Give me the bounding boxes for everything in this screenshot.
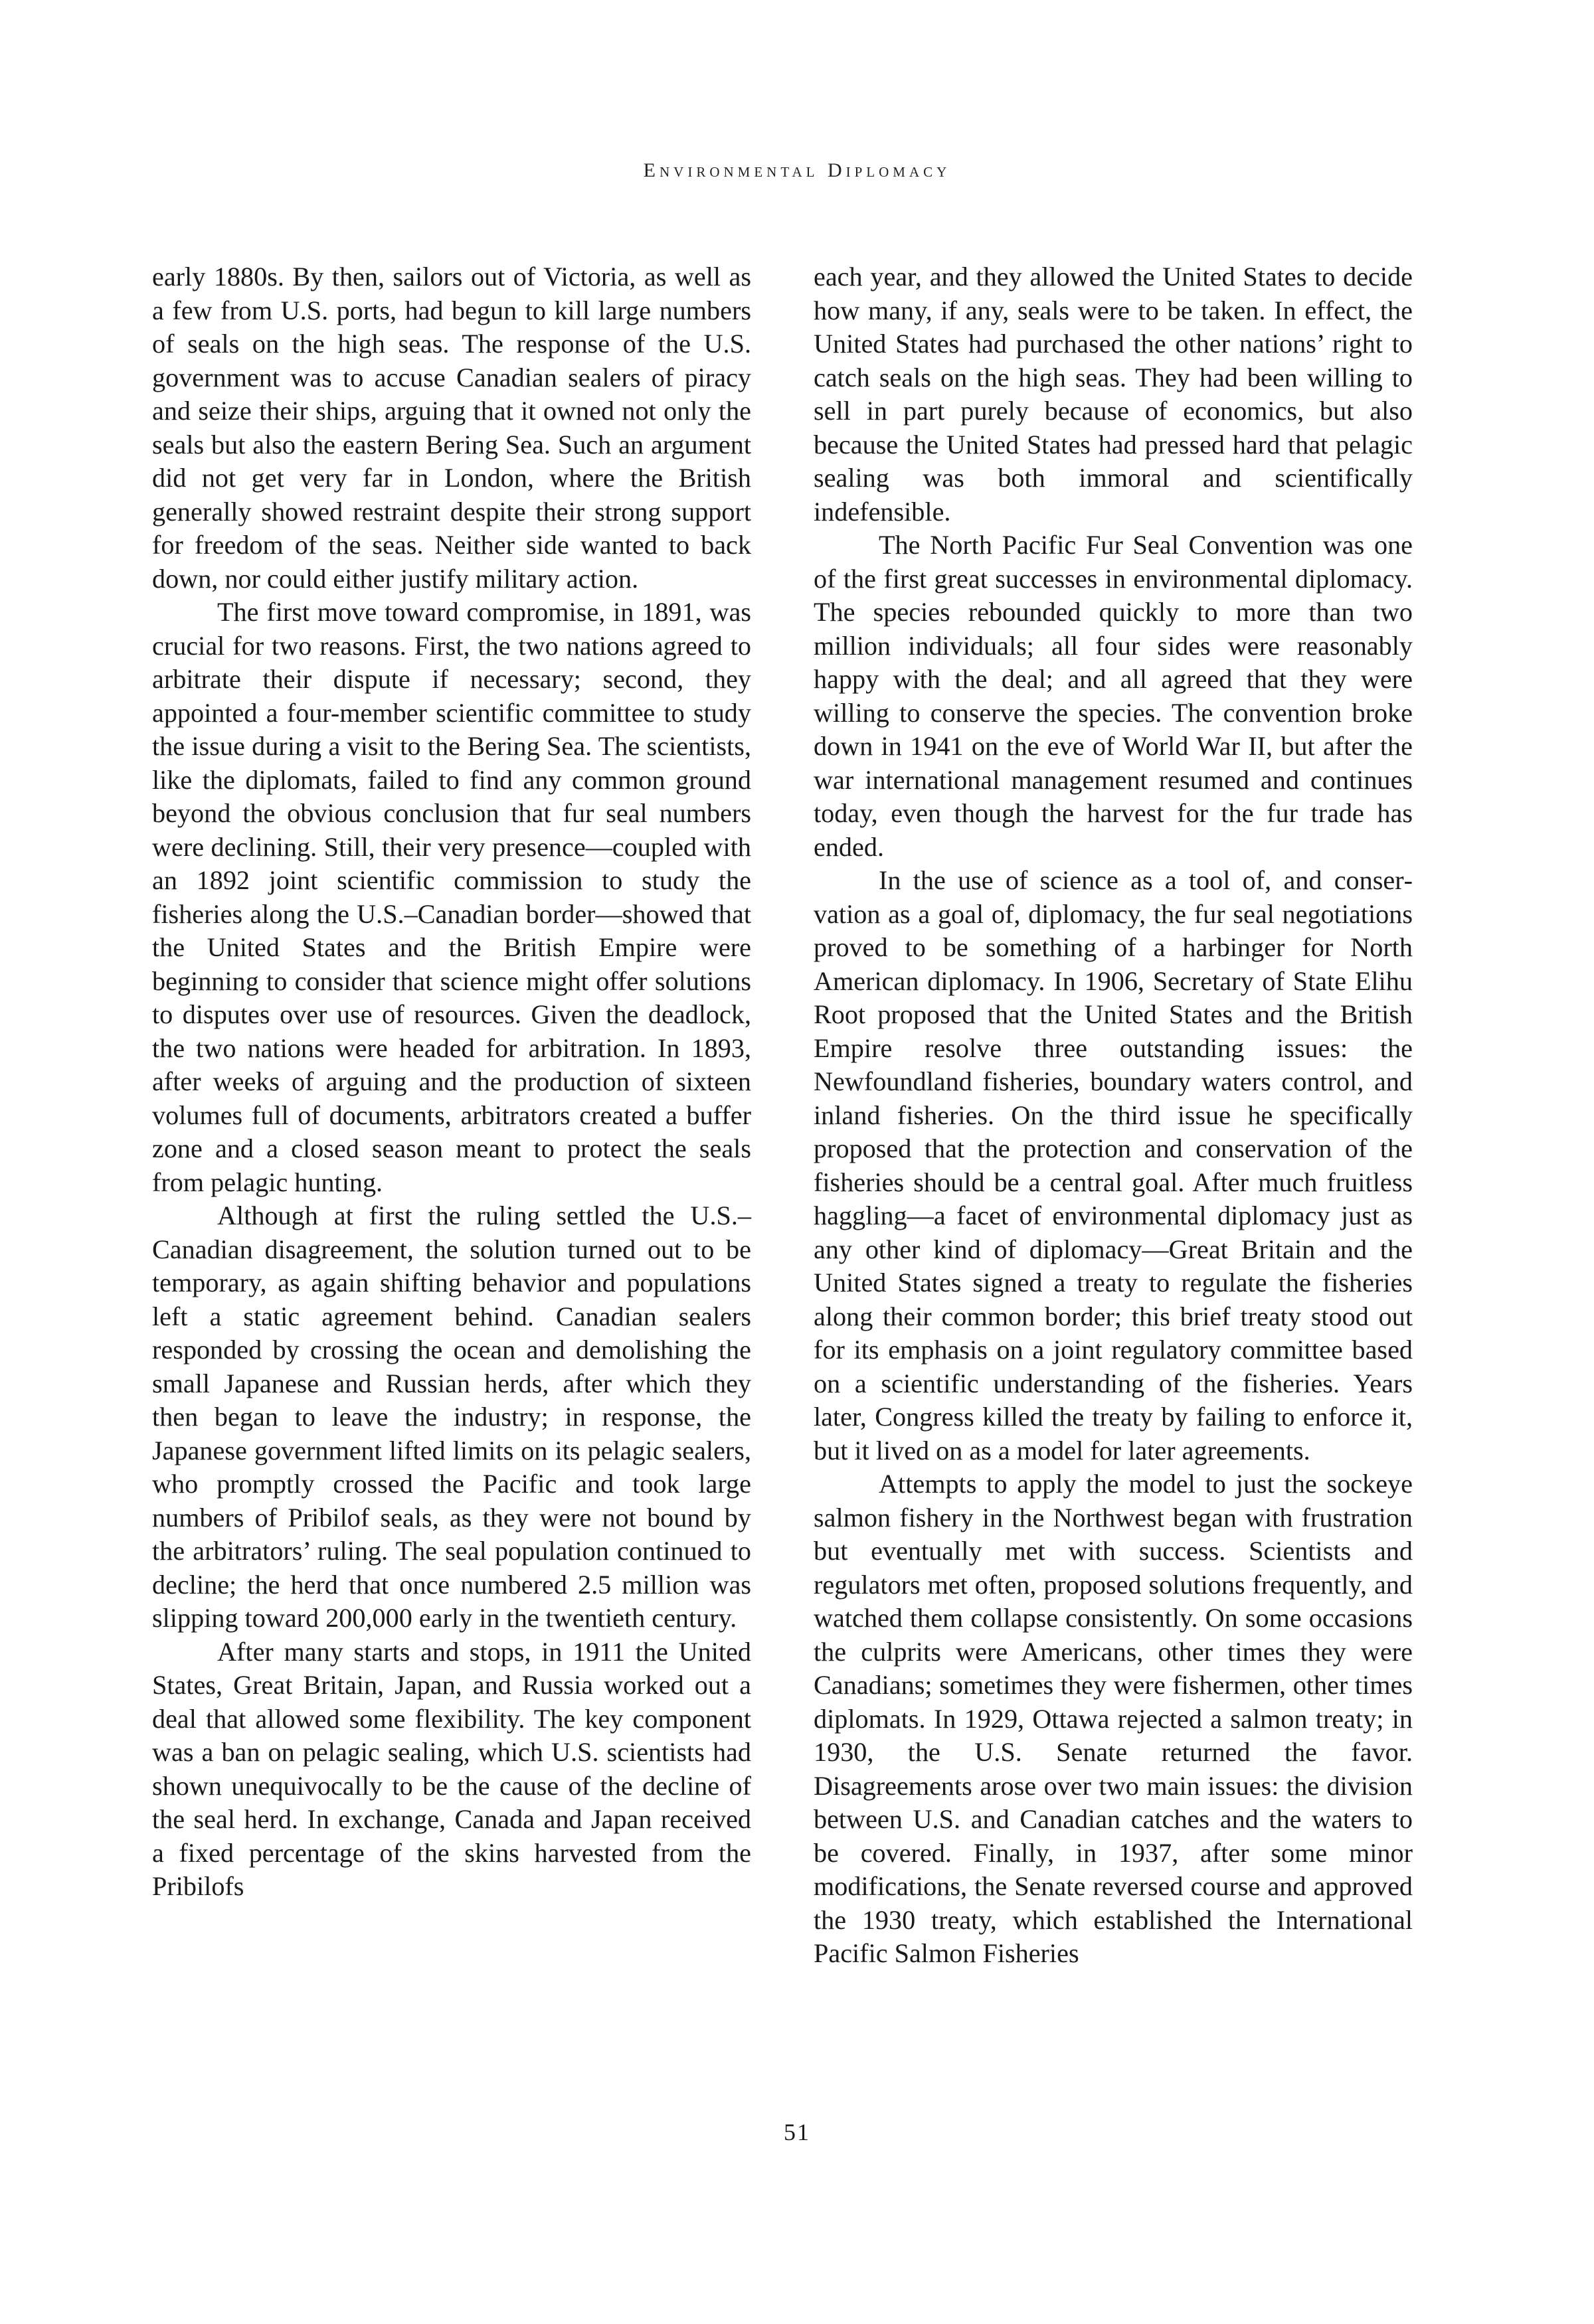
paragraph: each year, and they allowed the United States to decide how many, if any, seals were to be taken. In effect, the United States had purchased the other nations’ right to catch seals on the high seas. They had been willing to sell in part purely because of economics, but also because the United States had pressed hard that pelagic sealing was both immoral and scientifically indefensible. [814, 262, 1413, 527]
paragraph: In the use of science as a tool of, and conservation as a goal of, diplomacy, the fur seal negotiations proved to be something of a harbinger for North American diplomacy. In 1906, Secretary of State Elihu Root proposed that the United States and the British Empire resolve three outstanding issues: the Newfoundland fisheries, boundary waters control, and inland fisheries. On the third issue he specifically proposed that the protection and conservation of the fisheries should be a central goal. After much fruitless haggling—a facet of environmental diplomacy just as any other kind of diplomacy—Great Britain and the United States signed a treaty to regulate the fisheries along their common border; this brief treaty stood out for its emphasis on a joint regulatory committee based on a scientific understanding of the fisheries. Years later, Congress killed the treaty by failing to enforce it, but it lived on as a model for later agreements. [814, 865, 1413, 1465]
paragraph: The North Pacific Fur Seal Convention was one of the first great successes in environmental diplomacy. The species rebounded quickly to more than two million individuals; all four sides were reasonably happy with the deal; and all agreed that they were willing to conserve the species. The convention broke down in 1941 on the eve of World War II, but after the war international management resumed and continues today, even though the harvest for the fur trade has ended. [814, 530, 1413, 862]
running-head: Environmental Diplomacy [643, 159, 951, 181]
paragraph: Although at first the ruling settled the U.S.–Canadian disagreement, the solution turned out to be temporary, as again shifting behavior and populations left a static agreement behind. Canadian sealers responded by crossing the ocean and demolishing the small Japanese and Russian herds, after which they then began to leave the industry; in response, the Japanese government lifted limits on its pelagic sealers, who promptly crossed the Pacific and took large numbers of Pribilof seals, as they were not bound by the arbitrators’ ruling. The seal population continued to decline; the herd that once numbered 2.5 million was slipping toward 200,000 early in the twentieth century. [152, 1201, 751, 1633]
paragraph: After many starts and stops, in 1911 the United States, Great Britain, Japan, and Russia worked out a deal that allowed some flexibility. The key component was a ban on pelagic sealing, which U.S. scientists had shown unequivocally to be the cause of the decline of the seal herd. In exchange, Canada and Japan received a fixed percentage of the skins harvested from the Pribilofs [152, 1636, 751, 1901]
paragraph: Attempts to apply the model to just the sockeye salmon fishery in the Northwest began with frustration but eventually met with success. Scientists and regulators met often, proposed solutions frequently, and watched them collapse consistently. On some occasions the culprits were Americans, other times they were Canadians; sometimes they were fishermen, other times diplomats. In 1929, Ottawa rejected a salmon treaty; in 1930, the U.S. Senate returned the favor. Disagreements arose over two main issues: the division between U.S. and Canadian catches and the waters to be covered. Finally, in 1937, after some minor modifications, the Senate reversed course and approved the 1930 treaty, which established the International Pacific Salmon Fisheries [814, 1469, 1413, 1968]
right-column [814, 260, 1413, 1971]
paragraph: early 1880s. By then, sailors out of Victoria, as well as a few from U.S. ports, had begun to kill large numbers of seals on the high seas. The response of the U.S. government was to accuse Canadian sealers of piracy and seize their ships, arguing that it owned not only the seals but also the eastern Bering Sea. Such an argument did not get very far in London, where the British generally showed restraint despite their strong support for freedom of the seas. Neither side wanted to back down, nor could either justify military action. [152, 262, 751, 594]
left-column [152, 260, 751, 1904]
paragraph: The first move toward compromise, in 1891, was crucial for two reasons. First, the two nations agreed to arbitrate their dispute if necessary; second, they appointed a four-member scientific committee to study the issue during a visit to the Bering Sea. The scientists, like the diplomats, failed to find any common ground beyond the obvious conclusion that fur seal numbers were declining. Still, their very presence—coupled with an 1892 joint scientific commission to study the fisheries along the U.S.–Canadian border—showed that the United States and the British Empire were beginning to consider that science might offer solutions to disputes over use of resources. Given the deadlock, the two nations were headed for arbitration. In 1893, after weeks of arguing and the production of sixteen volumes full of documents, arbitrators created a buffer zone and a closed season meant to protect the seals from pelagic hunting. [152, 597, 751, 1197]
page-number: 51 [784, 2119, 810, 2145]
